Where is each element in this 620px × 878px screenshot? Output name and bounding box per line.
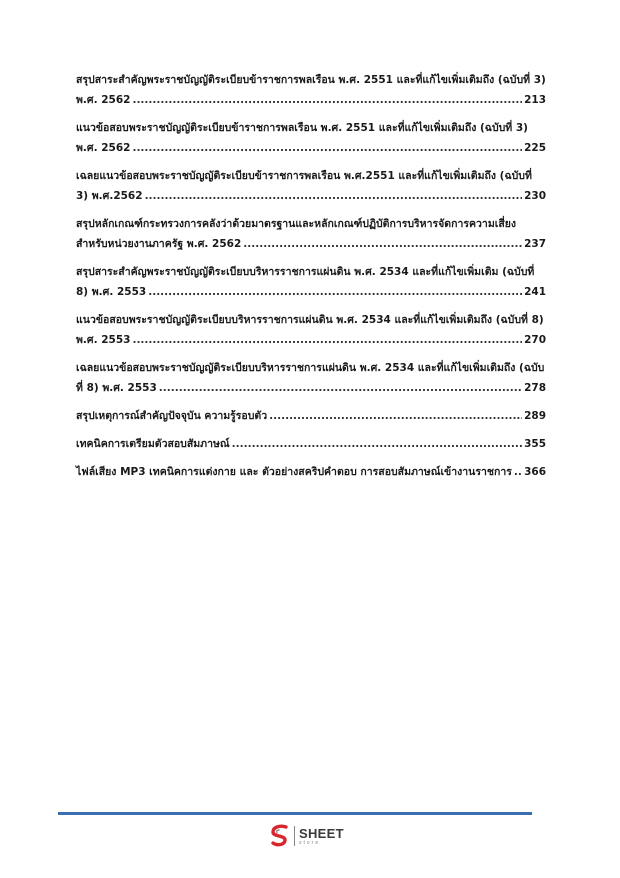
toc-entry-title-cont: พ.ศ. 2553 [76,334,131,346]
toc-entry-title: เฉลยแนวข้อสอบพระราชบัญญัติระเบียบข้าราชการพลเรือน พ.ศ.2551 และที่แก้ไขเพิ่มเติมถึง (ฉบับที่ [76,170,532,182]
toc-entry-title-cont: พ.ศ. 2562 [76,142,131,154]
toc-entry-title-cont: พ.ศ. 2562 [76,94,131,106]
toc-entry-title: สรุปหลักเกณฑ์กระทรวงการคลังว่าด้วยมาตรฐานและหลักเกณฑ์ปฏิบัติการบริหารจัดการความเสี่ยง [76,218,517,230]
leader-dots [159,378,522,398]
toc-entry[interactable] [76,358,546,398]
toc-entry-title: เทคนิคการเตรียมตัวสอบสัมภาษณ์ [76,438,230,450]
leader-dots [132,90,522,110]
toc-entry-title-cont: 8) พ.ศ. 2553 [76,286,147,298]
leader-dots [269,406,522,426]
sheet-store-logo [270,823,344,849]
toc-entry[interactable] [76,70,546,110]
toc-entry-title: สรุปสาระสำคัญพระราชบัญญัติระเบียบข้าราชการพลเรือน พ.ศ. 2551 และที่แก้ไขเพิ่มเติมถึง (ฉบับที่ 3) [76,74,546,86]
toc-entry[interactable] [76,166,546,206]
toc-page-number: 270 [524,334,546,346]
toc-page-number: 230 [524,190,546,202]
toc-entry[interactable] [76,118,546,158]
footer-divider [58,812,532,815]
sheet-store-logo-icon [270,824,290,848]
toc-page-number: 355 [524,438,546,450]
toc-entry-title: สรุปสาระสำคัญพระราชบัญญัติระเบียบบริหารราชการแผ่นดิน พ.ศ. 2534 และที่แก้ไขเพิ่มเติม (ฉบับที่ [76,266,535,278]
logo-word: SHEET [299,825,344,841]
toc-page-number: 237 [524,238,546,250]
toc-entry-title-cont: ที่ 8) พ.ศ. 2553 [76,382,157,394]
toc-page-number: 289 [524,410,546,422]
toc-entry-title-cont: สำหรับหน่วยงานภาครัฐ พ.ศ. 2562 [76,238,242,250]
leader-dots [132,138,522,158]
toc-entry[interactable] [76,262,546,302]
toc-entry[interactable] [76,462,546,482]
toc-page-number: 366 [524,466,546,478]
toc-page-number: 278 [524,382,546,394]
toc-page-number: 225 [524,142,546,154]
toc-page-number: 213 [524,94,546,106]
toc-entry-title-cont: 3) พ.ศ.2562 [76,190,143,202]
logo-separator [294,826,295,846]
leader-dots [232,434,522,454]
toc-entry-title: ไฟล์เสียง MP3 เทคนิคการแต่งกาย และ ตัวอย่างสคริปคำตอบ การสอบสัมภาษณ์เข้างานราชการ [76,466,512,478]
toc-entry-title: เฉลยแนวข้อสอบพระราชบัญญัติระเบียบบริหารราชการแผ่นดิน พ.ศ. 2534 และที่แก้ไขเพิ่มเติมถึง (ฉบับ [76,362,545,374]
leader-dots [148,282,522,302]
toc-entry-title: สรุปเหตุการณ์สำคัญปัจจุบัน ความรู้รอบตัว [76,410,268,422]
leader-dots [243,234,522,254]
toc-entry[interactable] [76,214,546,254]
toc-entry[interactable] [76,434,546,454]
toc-entry[interactable] [76,406,546,426]
toc-entry-title: แนวข้อสอบพระราชบัญญัติระเบียบข้าราชการพลเรือน พ.ศ. 2551 และที่แก้ไขเพิ่มเติมถึง (ฉบับที่ 3) [76,122,528,134]
table-of-contents [76,70,546,490]
toc-entry[interactable] [76,310,546,350]
leader-dots [514,462,522,482]
toc-page-number: 241 [524,286,546,298]
toc-entry-title: แนวข้อสอบพระราชบัญญัติระเบียบบริหารราชการแผ่นดิน พ.ศ. 2534 และที่แก้ไขเพิ่มเติมถึง (ฉบับที่ 8) [76,314,544,326]
logo-subword: store [299,839,321,846]
leader-dots [145,186,523,206]
leader-dots [132,330,522,350]
